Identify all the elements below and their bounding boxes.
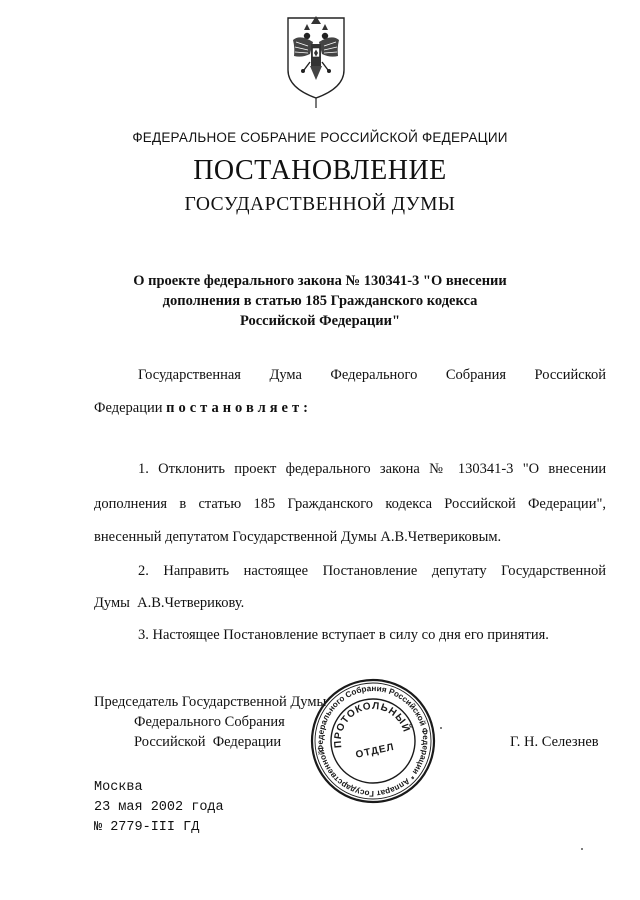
subject-line: дополнения в статью 185 Гражданского кодекса (162, 293, 478, 309)
stamp-inner-text: ПРОТОКОЛЬНЫЙ (332, 700, 412, 749)
word: № (429, 461, 449, 477)
word: 1. (138, 461, 149, 477)
document-date: 23 мая 2002 года (94, 800, 224, 815)
word: Направить (163, 563, 230, 579)
stamp-center-text: ОТДЕЛ (354, 741, 396, 761)
word: Дума (269, 367, 302, 383)
word: внесении (548, 461, 607, 477)
document-city: Москва (94, 780, 143, 795)
item-2-line: Думы А.В.Четверикову. (94, 595, 245, 611)
word: 130341-3 (457, 461, 514, 477)
word: дополнения (94, 496, 168, 512)
word: в (179, 496, 187, 512)
resolves-word: постановляет: (166, 400, 312, 416)
subject-line: Российской Федерации" (239, 313, 401, 329)
word: Российской (534, 367, 606, 383)
item-1-line (94, 496, 606, 513)
scan-speck (440, 727, 442, 729)
signatory-title-line: Федерального Собрания (134, 714, 285, 730)
coat-of-arms-emblem (280, 12, 352, 108)
word: "О (522, 461, 540, 477)
subject-line: О проекте федерального закона № 130341-3 "О внесении (133, 273, 507, 289)
preamble-line (94, 400, 606, 417)
preamble-line (138, 367, 606, 384)
word: настоящее (243, 563, 309, 579)
word: статью (198, 496, 242, 512)
document-subject (100, 271, 540, 331)
signatory-name: Г. Н. Селезнев (510, 734, 599, 750)
word: Федерации", (527, 496, 606, 512)
document-subtitle: ГОСУДАРСТВЕННОЙ ДУМЫ (184, 194, 456, 215)
word: Постановление (322, 563, 418, 579)
word: федерального (285, 461, 371, 477)
document-title: ПОСТАНОВЛЕНИЕ (193, 155, 447, 186)
word: Федерации (94, 400, 163, 416)
svg-text:Федерального Собрания Российск (308, 676, 438, 806)
word: 185 (253, 496, 276, 512)
word: Государственная (138, 367, 241, 383)
word: Российской (444, 496, 516, 512)
word: закона (379, 461, 420, 477)
item-3-line: 3. Настоящее Постановление вступает в силу со дня его принятия. (138, 627, 549, 643)
document-number: № 2779-III ГД (94, 820, 200, 835)
scan-speck (581, 848, 583, 850)
word: кодекса (385, 496, 432, 512)
item-2-line (138, 563, 606, 580)
word: Отклонить (158, 461, 225, 477)
signatory-title-line: Российской Федерации (134, 734, 282, 750)
word: проект (234, 461, 277, 477)
word: депутату (431, 563, 487, 579)
word: Собрания (445, 367, 507, 383)
item-1-line: внесенный депутатом Государственной Думы А.В.Четвериковым. (94, 529, 502, 545)
word: 2. (138, 563, 149, 579)
stamp-outer-text: Федерального Собрания Российской Федерации * Аппарат Государственной (315, 683, 431, 799)
word: Федерального (330, 367, 418, 383)
item-1-line (138, 461, 606, 478)
word: Гражданского (287, 496, 374, 512)
signatory-title-line: Председатель Государственной Думы (94, 694, 327, 710)
official-stamp-seal (308, 676, 438, 806)
word: Государственной (501, 563, 606, 579)
parliament-name: ФЕДЕРАЛЬНОЕ СОБРАНИЕ РОССИЙСКОЙ ФЕДЕРАЦИИ (132, 130, 508, 145)
